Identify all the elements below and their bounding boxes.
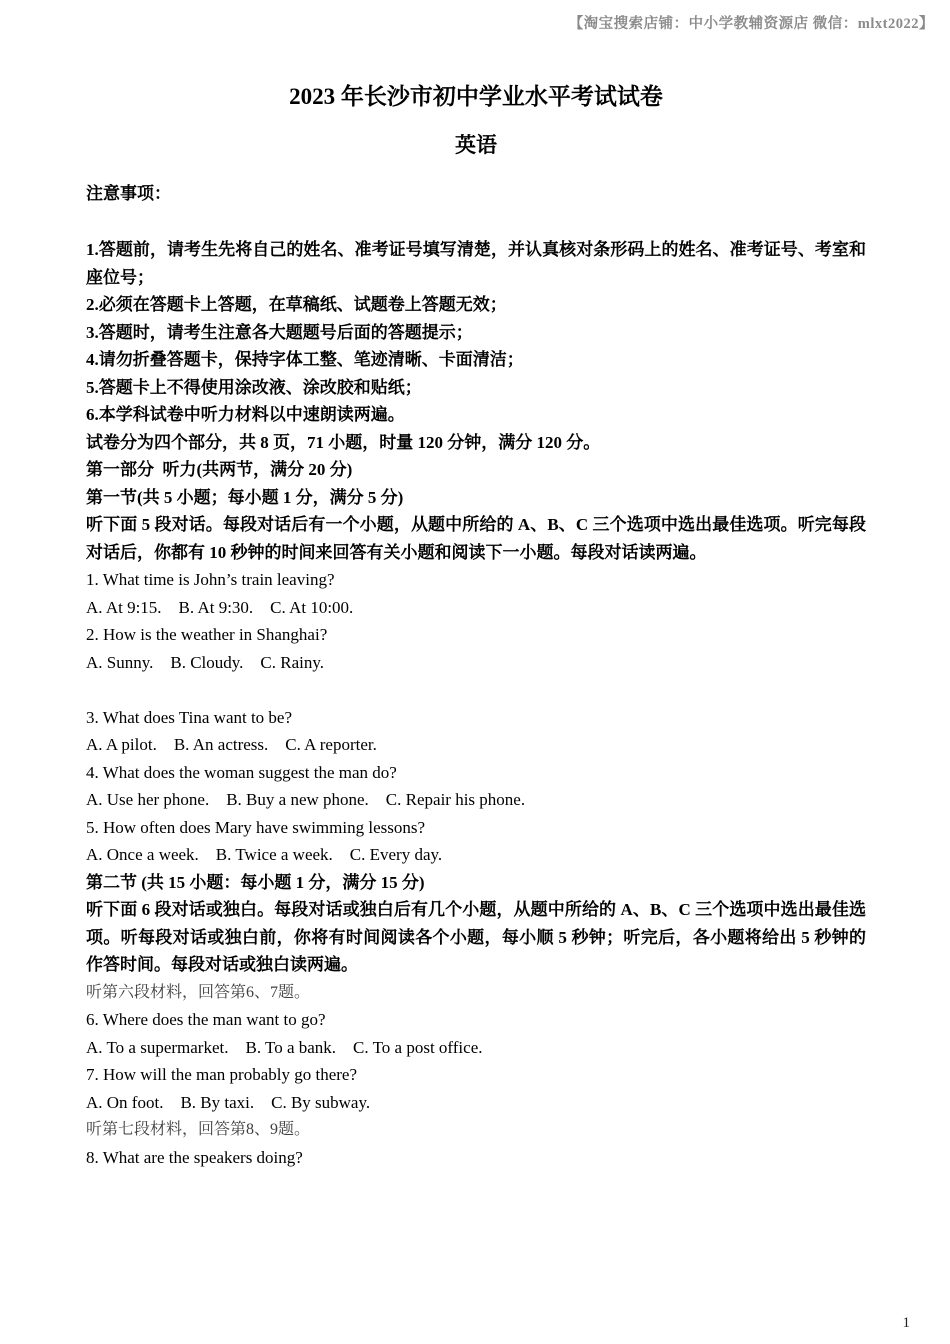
paragraph: 1. What time is John’s train leaving?	[86, 570, 335, 589]
paragraph: A. On foot. B. By taxi. C. By subway.	[86, 1092, 371, 1112]
paragraph: 听第六段材料，回答第6、7题。	[86, 983, 311, 1001]
page-title: 2023 年长沙市初中学业水平考试试卷	[289, 84, 663, 109]
paragraph: 听第七段材料，回答第8、9题。	[86, 1121, 311, 1138]
paragraph: 2.必须在答题卡上答题，在草稿纸、试题卷上答题无效；	[86, 295, 507, 314]
paragraph: 试卷分为四个部分，共 8 页，71 小题，时量 120 分钟，满分 120 分。	[86, 432, 601, 452]
paragraph: A. Sunny. B. Cloudy. C. Rainy.	[86, 652, 325, 672]
paragraph: 6. Where does the man want to go?	[86, 1010, 326, 1029]
paragraph: 7. How will the man probably go there?	[86, 1065, 357, 1084]
document-body	[86, 236, 866, 1171]
store-watermark: 【淘宝搜索店铺：中小学教辅资源店 微信：mlxt2022】	[568, 16, 934, 32]
paragraph: 第一节(共 5 小题；每小题 1 分，满分 5 分)	[86, 487, 404, 507]
page-number: 1	[902, 1315, 910, 1331]
paragraph: 5. How often does Mary have swimming lessons?	[86, 817, 426, 837]
paragraph: 5.答题卡上不得使用涂改液、涂改胶和贴纸；	[86, 377, 422, 397]
paragraph: A. A pilot. B. An actress. C. A reporter.	[86, 735, 377, 754]
paragraph: 4. What does the woman suggest the man do?	[86, 762, 397, 782]
paragraph: 6.本学科试卷中听力材料以中速朗读两遍。	[86, 405, 405, 424]
paragraph: 听下面 5 段对话。每段对话后有一个小题，从题中所给的 A、B、C 三个选项中选出最佳选项。听完每段对话后，你都有 10 秒钟的时间来回答有关小题和阅读下一小题。每段对话读两遍。	[86, 515, 867, 562]
paragraph: 1.答题前，请考生先将自己的姓名、准考证号填写清楚，并认真核对条形码上的姓名、准考证号、考室和座位号；	[86, 240, 866, 287]
paragraph: 3.答题时，请考生注意各大题题号后面的答题提示；	[86, 322, 473, 342]
paragraph: 2. How is the weather in Shanghai?	[86, 625, 328, 644]
paragraph: 3. What does Tina want to be?	[86, 707, 293, 727]
paragraph: A. Use her phone. B. Buy a new phone. C. Repair his phone.	[86, 790, 526, 809]
paragraph: 第一部分 听力(共两节，满分 20 分)	[86, 460, 353, 479]
paragraph: A. Once a week. B. Twice a week. C. Every day.	[86, 845, 443, 864]
spacer	[86, 676, 866, 704]
paragraph: A. At 9:15. B. At 9:30. C. At 10:00.	[86, 597, 354, 617]
paragraph: 第二节 (共 15 小题：每小题 1 分，满分 15 分)	[86, 872, 425, 892]
paragraph: 听下面 6 段对话或独白。每段对话或独白后有几个小题，从题中所给的 A、B、C 三个选项中选出最佳选项。听每段对话或独白前，你将有时间阅读各个小题，每小顺 5 秒钟；听完后，各小题将给出 5 秒钟的作答时间。每段对话或独白读两遍。	[86, 900, 867, 974]
paragraph: 4.请勿折叠答题卡，保持字体工整、笔迹清晰、卡面清洁；	[86, 350, 524, 369]
page-subtitle: 英语	[455, 133, 497, 157]
notice-heading: 注意事项：	[86, 184, 171, 203]
paragraph: A. To a supermarket. B. To a bank. C. To a post office.	[86, 1037, 483, 1057]
paragraph: 8. What are the speakers doing?	[86, 1147, 303, 1167]
